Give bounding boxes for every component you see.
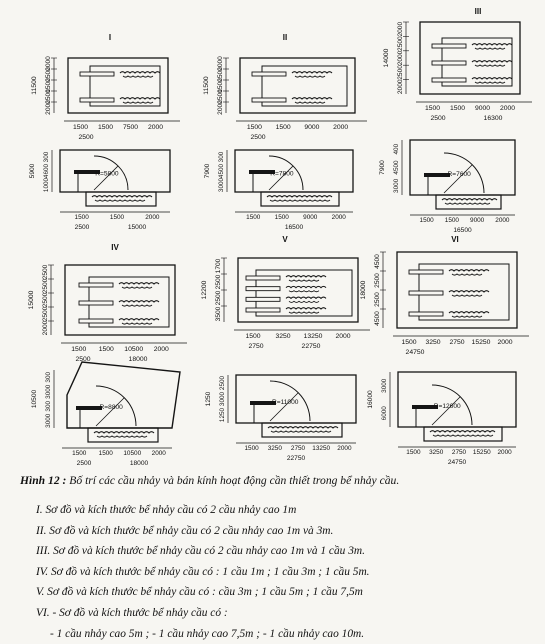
note-vi: VI. - Sơ đồ và kích thước bể nhảy cầu có : — [36, 606, 228, 619]
side-dimension: 2500 — [217, 67, 224, 82]
hall-outline — [67, 362, 180, 428]
total-height: 12200 — [201, 280, 208, 300]
bottom-dimension: 2000 — [499, 105, 516, 112]
side-dimension: 4500 — [374, 254, 381, 269]
note-iii: III. Sơ đồ và kích thước bể nhảy cầu có 2 cầu nhảy cao 1m và 1 cầu 3m. — [36, 545, 365, 558]
bottom-dimension: 1500 — [74, 214, 89, 221]
water-wave — [286, 276, 326, 277]
height-dimension: 3000 — [393, 178, 400, 193]
bottom-total: 22750 — [286, 455, 306, 462]
bottom-dimension: 9000 — [470, 217, 485, 224]
total-height: 11500 — [203, 76, 210, 95]
section-view-iii — [379, 140, 515, 234]
diving-board — [432, 78, 466, 82]
water-wave — [267, 196, 332, 197]
bottom-total: 2500 — [430, 115, 446, 122]
bottom-dimension: 9000 — [304, 124, 320, 131]
height-dimension: 3000 — [219, 391, 226, 407]
plan-view-iv — [28, 243, 187, 363]
water-wave — [95, 200, 145, 201]
height-dimension: 300 — [43, 151, 50, 163]
side-dimension: 2500 — [374, 273, 381, 288]
total-height: 5900 — [29, 163, 36, 179]
plan-label: IV — [111, 243, 119, 252]
total-height: 7900 — [204, 163, 211, 179]
water-wave — [472, 44, 512, 45]
note-vi-list: - 1 cầu nhảy cao 5m ; - 1 cầu nhảy cao 7,5m ; - 1 cầu nhảy cao 10m. — [50, 627, 365, 640]
water-wave — [433, 435, 493, 436]
water-wave — [92, 196, 152, 197]
plan-label: I — [108, 33, 112, 42]
water-wave — [472, 78, 512, 79]
radius-line — [432, 397, 460, 425]
bottom-dimension: 2000 — [153, 346, 169, 353]
section-view-iv — [31, 362, 180, 467]
diving-board — [432, 61, 466, 65]
water-wave — [292, 98, 332, 99]
bottom-total: 16500 — [453, 227, 472, 234]
total-height: 10500 — [31, 389, 38, 409]
height-dimension: 4500 — [218, 163, 225, 179]
note-ii: II. Sơ đồ và kích thước bể nhảy cầu có 2 cầu nhảy cao 1m và 3m. — [36, 524, 334, 537]
note-v: V. Sơ đồ và kích thước bể nhảy cầu có : cầu 3m ; 1 cầu 5m ; 1 cầu 7,5m — [36, 586, 363, 599]
bottom-dimension: 9000 — [474, 105, 491, 112]
height-dimension: 3000 — [45, 413, 52, 428]
height-dimension: 400 — [393, 143, 400, 155]
bottom-dimension: 1500 — [424, 105, 441, 112]
side-dimension: 2500 — [42, 292, 49, 308]
water-wave — [122, 305, 152, 306]
height-dimension: 2500 — [219, 375, 226, 391]
bottom-dimension: 2000 — [333, 124, 349, 131]
pool-outline — [397, 252, 517, 328]
diving-board — [409, 312, 443, 316]
bottom-dimension: 3250 — [275, 333, 291, 340]
plan-label: V — [282, 235, 288, 244]
bottom-dimension: 1500 — [72, 124, 89, 131]
diving-board — [432, 44, 466, 48]
pool-basin — [436, 195, 501, 209]
bottom-dimension: 2750 — [451, 449, 467, 456]
platform — [76, 406, 102, 410]
bottom-dimension: 1500 — [109, 214, 125, 221]
total-height: 11500 — [31, 76, 38, 95]
bottom-dimension: 10500 — [124, 346, 144, 353]
total-height: 15000 — [28, 290, 35, 310]
radius-label: R=12600 — [433, 403, 461, 411]
caption-number: Hình 12 : — [20, 474, 67, 487]
total-height: 18000 — [360, 280, 367, 300]
water-wave — [289, 280, 319, 281]
bottom-dimension: 1500 — [245, 333, 261, 340]
side-dimension: 1500 — [45, 78, 52, 93]
side-dimension: 2500 — [217, 89, 224, 104]
water-wave — [289, 312, 319, 313]
pool-basin — [86, 192, 156, 206]
height-dimension: 3000 — [381, 378, 388, 393]
side-dimension: 2500 — [45, 67, 52, 82]
bottom-dimension: 1500 — [244, 445, 259, 452]
bottom-total: 2500 — [250, 134, 266, 141]
bottom-dimension: 15250 — [472, 449, 491, 456]
bottom-dimension: 2750 — [290, 445, 306, 452]
bottom-total: 16300 — [483, 115, 503, 122]
water-wave — [120, 72, 160, 73]
section-view-ii — [204, 150, 353, 231]
side-dimension: 3500 — [215, 306, 222, 322]
water-wave — [475, 48, 505, 49]
bottom-dimension: 1500 — [246, 124, 262, 131]
radius-label: R=5800 — [95, 170, 119, 178]
side-dimension: 2000 — [397, 79, 404, 95]
water-wave — [292, 72, 332, 73]
height-dimension: 300 — [218, 151, 225, 163]
bottom-dimension: 1500 — [72, 450, 87, 457]
side-dimension: 2500 — [45, 89, 52, 104]
bottom-dimension: 1500 — [406, 449, 421, 456]
bottom-dimension: 3250 — [425, 339, 441, 346]
height-dimension: 1250 — [219, 407, 226, 423]
height-dimension: 300 — [45, 400, 52, 412]
water-wave — [94, 432, 154, 433]
diving-board — [246, 297, 280, 301]
water-wave — [449, 312, 489, 313]
bottom-dimension: 2000 — [497, 449, 512, 456]
water-wave — [452, 316, 482, 317]
section-view-vi — [367, 372, 516, 466]
side-dimension: 2000 — [45, 56, 52, 71]
water-wave — [449, 291, 489, 292]
water-wave — [286, 297, 326, 298]
bottom-dimension: 1500 — [274, 214, 289, 221]
water-wave — [122, 323, 152, 324]
figure-caption — [20, 474, 535, 487]
side-dimension: 4500 — [374, 311, 381, 326]
water-wave — [430, 431, 495, 432]
bottom-total: 24750 — [405, 349, 425, 356]
water-wave — [289, 301, 319, 302]
side-dimension: 2500 — [397, 36, 404, 51]
radius-label: R=11000 — [271, 399, 299, 407]
bottom-total: 2750 — [248, 343, 264, 350]
water-wave — [475, 65, 505, 66]
diving-board — [252, 72, 286, 76]
plan-view-v — [201, 235, 370, 350]
bottom-total: 2500 — [78, 134, 94, 141]
diving-board — [80, 98, 114, 102]
water-wave — [268, 427, 338, 428]
radius-line — [444, 165, 472, 193]
total-height: 7900 — [379, 160, 386, 175]
water-wave — [445, 203, 490, 204]
bottom-dimension: 1500 — [71, 346, 87, 353]
bottom-dimension: 7500 — [122, 124, 139, 131]
caption-text: Bố trí các cầu nhảy và bán kính hoạt động cần thiết trong bể nhảy cầu. — [69, 474, 400, 487]
bottom-dimension: 2000 — [495, 217, 510, 224]
diving-board — [246, 287, 280, 291]
note-iv: IV. Sơ đồ và kích thước bể nhảy cầu có : 1 cầu 1m ; 1 cầu 3m ; 1 cầu 5m. — [36, 565, 370, 578]
height-dimension: 3000 — [218, 177, 225, 193]
bottom-dimension: 2000 — [145, 214, 160, 221]
water-wave — [123, 102, 153, 103]
bottom-dimension: 1500 — [275, 124, 291, 131]
water-wave — [119, 319, 159, 320]
plan-view-iii — [383, 7, 532, 122]
hall-outline — [410, 140, 515, 195]
water-wave — [120, 98, 160, 99]
radius-label: R=8800 — [99, 404, 123, 412]
diving-board — [246, 308, 280, 312]
water-wave — [123, 76, 153, 77]
bottom-dimension: 3250 — [429, 449, 444, 456]
section-view-i — [29, 150, 170, 231]
bottom-dimension: 2000 — [151, 450, 166, 457]
water-wave — [289, 291, 319, 292]
water-wave — [475, 82, 505, 83]
diving-board — [252, 98, 286, 102]
bottom-total: 24750 — [447, 459, 467, 466]
pool-basin — [88, 428, 158, 442]
bottom-total: 22750 — [301, 343, 321, 350]
side-dimension: 2000 — [217, 100, 224, 115]
side-dimension: 2500 — [215, 290, 222, 306]
bottom-dimension: 1500 — [246, 214, 261, 221]
bottom-total: 15000 — [127, 224, 147, 231]
pool-outline — [420, 22, 520, 94]
plan-view-vi — [360, 235, 529, 356]
water-wave — [472, 61, 512, 62]
height-dimension: 300 — [45, 371, 52, 383]
plan-view-ii — [203, 33, 367, 141]
bottom-dimension: 10500 — [123, 450, 142, 457]
side-dimension: 2500 — [374, 292, 381, 307]
radius-label: R=7600 — [447, 171, 471, 179]
bottom-dimension: 13250 — [303, 333, 323, 340]
pool-basin — [261, 192, 339, 206]
water-wave — [449, 270, 489, 271]
bottom-dimension: 2000 — [147, 124, 164, 131]
water-wave — [286, 308, 326, 309]
side-dimension: 2500 — [42, 264, 49, 280]
bottom-dimension: 1500 — [449, 105, 466, 112]
figure-notes — [36, 500, 541, 644]
bottom-dimension: 1500 — [97, 124, 114, 131]
bottom-total: 18000 — [128, 356, 148, 363]
water-wave — [122, 287, 152, 288]
height-dimension: 6000 — [381, 406, 388, 421]
bottom-total: 2500 — [74, 224, 90, 231]
side-dimension: 2500 — [42, 278, 49, 294]
side-dimension: 2000 — [397, 21, 404, 37]
side-dimension: 2500 — [397, 65, 404, 80]
water-wave — [295, 76, 325, 77]
radius-label: R=7800 — [270, 170, 294, 178]
side-dimension: 2000 — [397, 50, 404, 66]
bottom-dimension: 2000 — [497, 339, 513, 346]
plan-label: VI — [451, 235, 459, 244]
section-view-v — [205, 375, 356, 462]
bottom-total: 18000 — [129, 460, 149, 467]
bottom-dimension: 15250 — [471, 339, 491, 346]
bottom-dimension: 3250 — [267, 445, 282, 452]
water-wave — [295, 102, 325, 103]
bottom-dimension: 1500 — [98, 450, 113, 457]
total-height: 16000 — [367, 390, 374, 409]
water-wave — [271, 431, 331, 432]
water-wave — [452, 295, 482, 296]
side-dimension: 2000 — [42, 320, 49, 336]
bottom-dimension: 2000 — [335, 333, 351, 340]
height-dimension: 4500 — [393, 160, 400, 175]
diving-board — [79, 301, 113, 305]
platform — [424, 173, 450, 177]
plan-label: III — [474, 7, 482, 16]
radius-line — [270, 393, 298, 421]
bottom-dimension: 9000 — [303, 214, 318, 221]
side-dimension: 1500 — [217, 78, 224, 93]
total-height: 14000 — [383, 48, 390, 68]
water-wave — [97, 436, 147, 437]
side-dimension: 1700 — [215, 258, 222, 274]
bottom-dimension: 2750 — [449, 339, 465, 346]
water-wave — [119, 301, 159, 302]
radius-line — [96, 398, 124, 426]
water-wave — [442, 199, 497, 200]
bottom-dimension: 1500 — [419, 217, 434, 224]
diving-board — [409, 270, 443, 274]
pool-basin — [262, 423, 342, 437]
bottom-total: 2500 — [76, 460, 92, 467]
water-wave — [119, 283, 159, 284]
water-wave — [270, 200, 330, 201]
height-dimension: 1000 — [43, 177, 50, 193]
bottom-total: 16500 — [284, 224, 304, 231]
bottom-dimension: 1500 — [98, 346, 114, 353]
diving-board — [79, 283, 113, 287]
diving-board — [80, 72, 114, 76]
bottom-dimension: 1500 — [401, 339, 417, 346]
diving-board — [246, 276, 280, 280]
plan-label: II — [282, 33, 288, 42]
side-dimension: 2500 — [42, 306, 49, 322]
bottom-dimension: 1500 — [444, 217, 459, 224]
side-dimension: 2500 — [215, 274, 222, 290]
side-dimension: 2000 — [45, 100, 52, 115]
height-dimension: 4600 — [43, 163, 50, 179]
bottom-dimension: 2000 — [331, 214, 346, 221]
diving-board — [409, 291, 443, 295]
bottom-dimension: 13250 — [312, 445, 331, 452]
side-dimension: 2000 — [217, 56, 224, 71]
bottom-dimension: 2000 — [337, 445, 352, 452]
pool-basin — [424, 427, 502, 441]
diving-board — [79, 319, 113, 323]
bottom-total: 2500 — [75, 356, 91, 363]
plan-view-i — [31, 33, 180, 141]
pool-outline — [65, 265, 175, 335]
total-height: 1250 — [205, 391, 212, 407]
water-wave — [286, 286, 326, 287]
height-dimension: 3000 — [45, 384, 52, 399]
water-wave — [452, 274, 482, 275]
note-i: I. Sơ đồ và kích thước bể nhảy cầu có 2 cầu nhảy cao 1m — [36, 504, 297, 516]
